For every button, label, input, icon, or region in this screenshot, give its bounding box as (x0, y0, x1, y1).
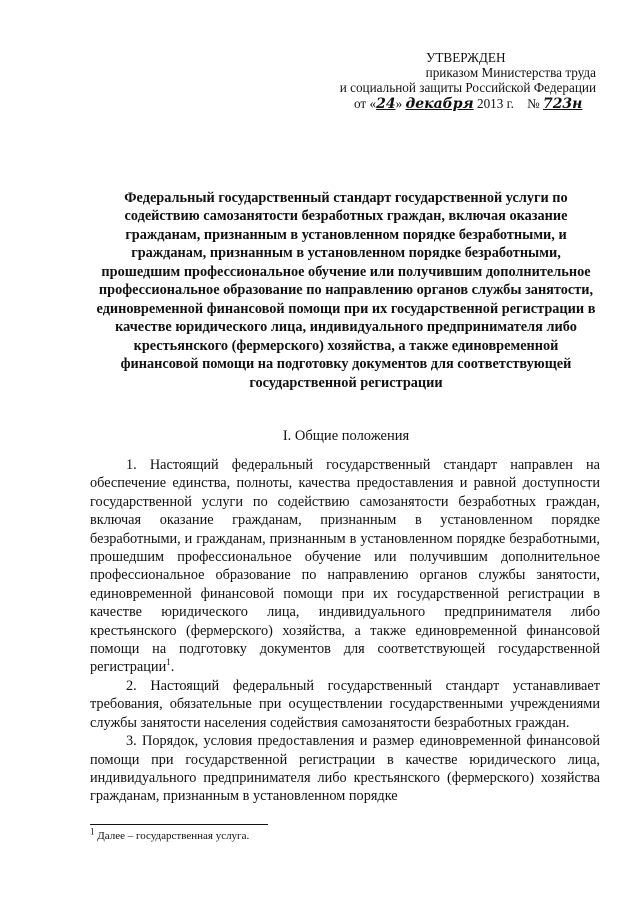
date-year: 2013 г. (473, 95, 514, 111)
handwritten-number: 723н (542, 95, 583, 112)
date-prefix: от « (354, 95, 377, 111)
paragraph-1 (90, 456, 600, 677)
approval-date-line (336, 96, 596, 112)
footnote-ref[interactable]: 1 (166, 657, 171, 668)
footnote-text: Далее – государственная услуга. (94, 830, 250, 842)
footnote-divider (90, 824, 268, 825)
footnote (90, 826, 250, 842)
approval-block (336, 50, 596, 112)
paragraph-3: 3. Порядок, условия предоставления и размер единовременной финансовой помощи при государственной регистрации в качестве юридического лица, индивидуального предпринимателя либо крестьянского (фермерского) хозяйства гражданам, признанным в установленном порядке (90, 733, 600, 805)
paragraph-2: 2. Настоящий федеральный государственный стандарт устанавливает требования, обязательные при осуществлении государственными учреждениями службы занятости населения содействия самозанятости безработных граждан. (90, 677, 600, 731)
number-prefix: № (527, 95, 540, 111)
document-title: Федеральный государственный стандарт государственной услуги по содействию самозанятости безработных граждан, включая оказание гражданам, признанным в установленном порядке безработными, и гражданам, признанным в установленном порядке безработными, прошедшим профессиональное обучение или получившим дополнительное профессиональное образование по направлению органов службы занятости, единовременной финансовой помощи при их государственной регистрации в качестве юридического лица, индивидуального предпринимателя либо крестьянского (фермерского) хозяйства, а также единовременной финансовой помощи на подготовку документов для соответствующей государственной регистрации (96, 190, 596, 391)
footnote-mark: 1 (90, 826, 95, 837)
document-body (90, 456, 600, 806)
section-heading: I. Общие положения (282, 428, 410, 444)
handwritten-day: 24 (376, 95, 396, 112)
approval-ministry-line: и социальной защиты Российской Федерации (339, 80, 596, 96)
approval-order-line: приказом Министерства труда (425, 65, 596, 81)
paragraph-1-end: . (170, 659, 175, 676)
approval-heading: УТВЕРЖДЕН (426, 50, 506, 65)
handwritten-month: декабря (405, 95, 474, 112)
date-mid: » (395, 95, 406, 111)
paragraph-1-text: 1. Настоящий федеральный государственный стандарт направлен на обеспечение единства, полноты, качества предоставления и равной доступности государственной услуги по содействию самозанятости безработных граждан, включая оказание гражданам, признанным в установленном порядке безработными, и гражданам, признанным в установленном порядке безработными, прошедшим профессиональное обучение или получившим дополнительное профессиональное образование по направлению органов службы занятости, единовременной финансовой помощи при их государственной регистрации в качестве юридического лица, индивидуального предпринимателя либо крестьянского (фермерского) хозяйства, а также единовременной финансовой помощи на подготовку документов для соответствующей государственной регистрации (90, 457, 600, 676)
